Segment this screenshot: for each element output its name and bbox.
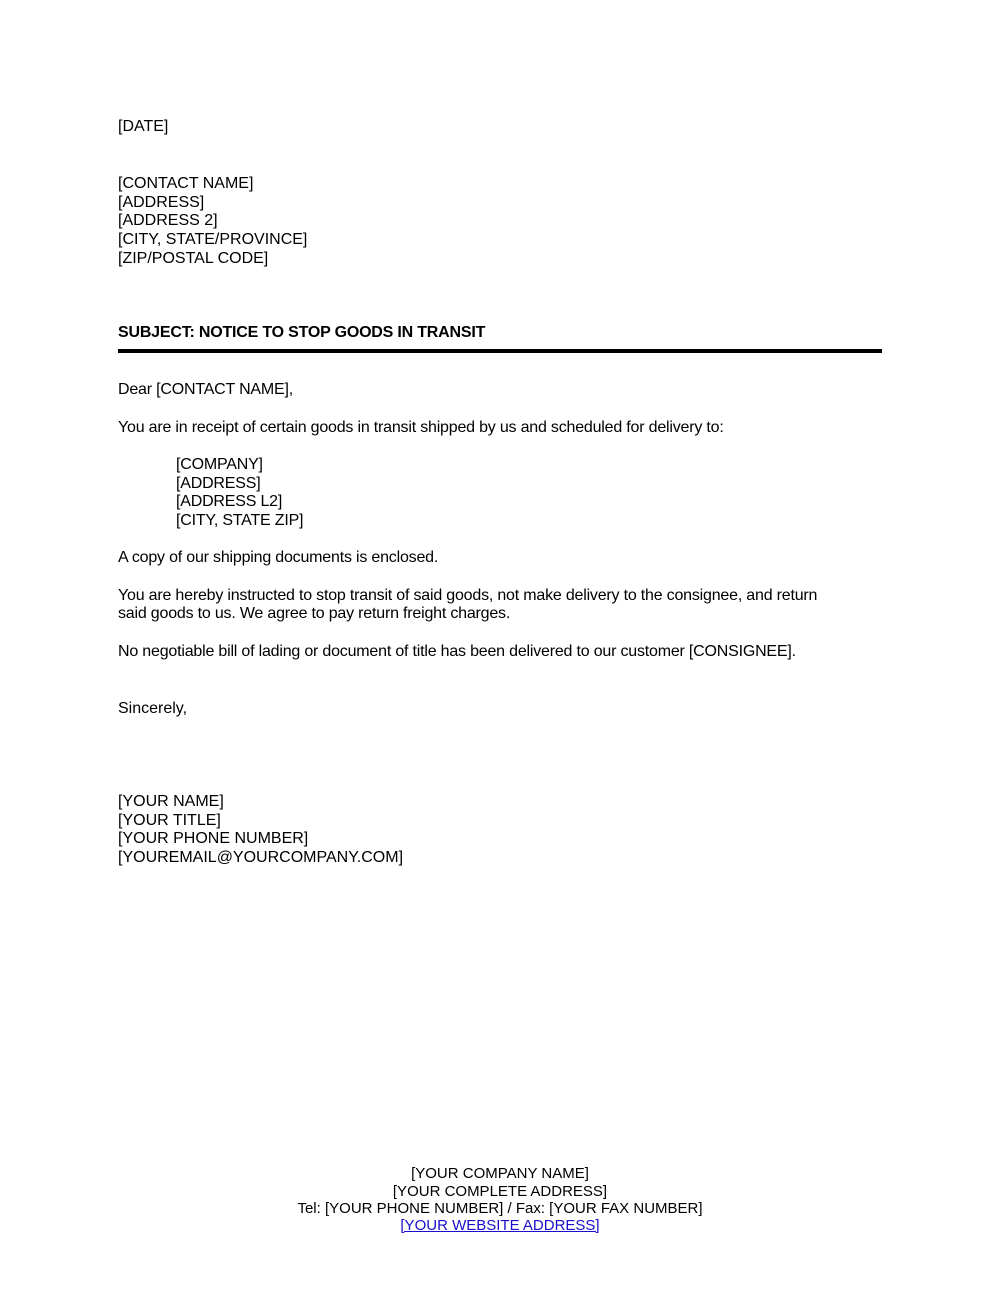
delivery-address: [ADDRESS] bbox=[176, 475, 261, 492]
footer-website-link[interactable]: [YOUR WEBSITE ADDRESS] bbox=[400, 1217, 600, 1234]
paragraph-no-bill: No negotiable bill of lading or document of title has been delivered to our customer [CONSIGNEE]. bbox=[118, 643, 796, 660]
date: [DATE] bbox=[118, 118, 169, 135]
paragraph-instruction-line-2: said goods to us. We agree to pay return freight charges. bbox=[118, 605, 511, 622]
intro-paragraph: You are in receipt of certain goods in transit shipped by us and scheduled for delivery to: bbox=[118, 419, 724, 436]
signature-phone: [YOUR PHONE NUMBER] bbox=[118, 830, 309, 847]
recipient-contact-name: [CONTACT NAME] bbox=[118, 175, 254, 192]
recipient-address-2: [ADDRESS 2] bbox=[118, 212, 218, 229]
paragraph-instruction-line-1: You are hereby instructed to stop transit of said goods, not make delivery to the consignee, and return bbox=[118, 587, 818, 604]
delivery-address-l2: [ADDRESS L2] bbox=[176, 493, 283, 510]
recipient-city-state: [CITY, STATE/PROVINCE] bbox=[118, 231, 308, 248]
footer-contact: Tel: [YOUR PHONE NUMBER] / Fax: [YOUR FAX NUMBER] bbox=[297, 1200, 703, 1217]
subject-divider bbox=[118, 349, 882, 353]
delivery-city-state-zip: [CITY, STATE ZIP] bbox=[176, 512, 304, 529]
closing: Sincerely, bbox=[118, 700, 188, 717]
recipient-address: [ADDRESS] bbox=[118, 194, 205, 211]
subject-line: SUBJECT: NOTICE TO STOP GOODS IN TRANSIT bbox=[118, 324, 486, 341]
paragraph-enclosure: A copy of our shipping documents is enclosed. bbox=[118, 549, 439, 566]
footer-company-name: [YOUR COMPANY NAME] bbox=[411, 1165, 589, 1182]
signature-email: [YOUREMAIL@YOURCOMPANY.COM] bbox=[118, 849, 404, 866]
delivery-company: [COMPANY] bbox=[176, 456, 263, 473]
footer-address: [YOUR COMPLETE ADDRESS] bbox=[392, 1183, 608, 1200]
salutation: Dear [CONTACT NAME], bbox=[118, 381, 293, 398]
signature-title: [YOUR TITLE] bbox=[118, 812, 221, 829]
signature-name: [YOUR NAME] bbox=[118, 793, 224, 810]
recipient-zip: [ZIP/POSTAL CODE] bbox=[118, 250, 269, 267]
